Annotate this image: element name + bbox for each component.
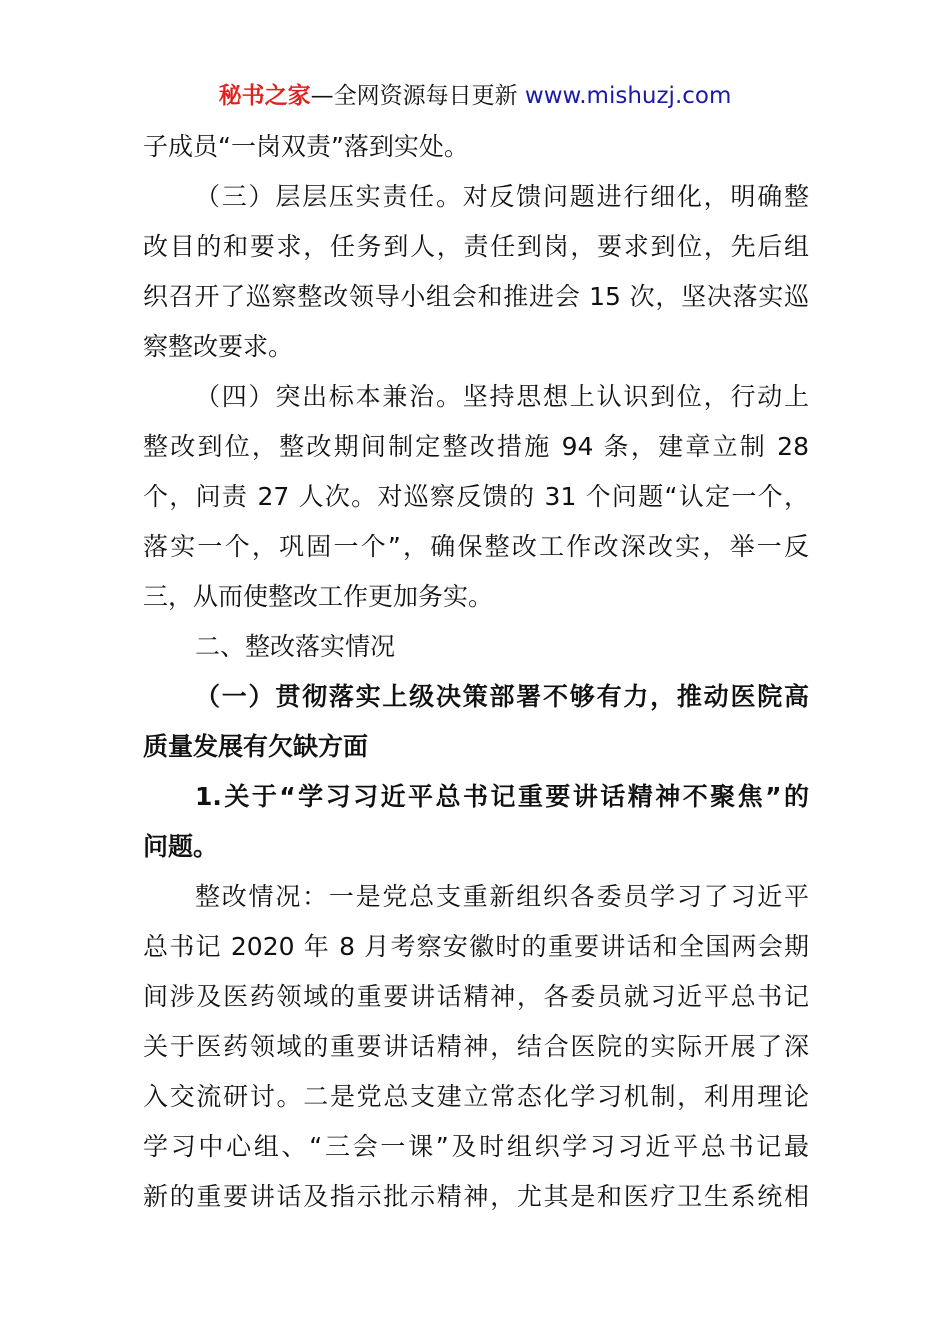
text-line: 间涉及医药领域的重要讲话精神，各委员就习近平总书记 <box>143 982 809 1011</box>
item-heading: 1.关于“学习习近平总书记重要讲话精神不聚焦”的 <box>195 782 809 811</box>
text-line: 改目的和要求，任务到人，责任到岗，要求到位，先后组 <box>143 232 809 261</box>
text-line: 个，问责 27 人次。对巡察反馈的 31 个问题“认定一个， <box>143 482 809 511</box>
subsection-heading: （一）贯彻落实上级决策部署不够有力，推动医院高 <box>195 682 809 711</box>
text-line: 整改情况：一是党总支重新组织各委员学习了习近平 <box>195 882 809 911</box>
brand-name: 秘书之家 <box>218 83 311 109</box>
text-line: 织召开了巡察整改领导小组会和推进会 15 次，坚决落实巡 <box>143 282 809 311</box>
text-line: 总书记 2020 年 8 月考察安徽时的重要讲话和全国两会期 <box>143 932 809 961</box>
text-line: 新的重要讲话及指示批示精神，尤其是和医疗卫生系统相 <box>143 1182 809 1211</box>
text-line: 三，从而使整改工作更加务实。 <box>143 582 494 611</box>
text-line: 入交流研讨。二是党总支建立常态化学习机制，利用理论 <box>143 1082 809 1111</box>
site-url[interactable]: www.mishuzj.com <box>524 83 732 109</box>
section-heading: 二、整改落实情况 <box>195 632 396 661</box>
text-line: （四）突出标本兼治。坚持思想上认识到位，行动上 <box>195 382 809 411</box>
text-line: 学习中心组、“三会一课”及时组织学习习近平总书记最 <box>143 1132 809 1161</box>
header-tagline: —全网资源每日更新 <box>310 83 518 109</box>
text-line: 关于医药领域的重要讲话精神，结合医院的实际开展了深 <box>143 1032 809 1061</box>
text-line: 落实一个，巩固一个”，确保整改工作改深改实，举一反 <box>143 532 809 561</box>
text-line: 察整改要求。 <box>143 332 294 361</box>
item-heading: 问题。 <box>143 832 219 861</box>
page-header <box>0 80 950 112</box>
text-line: （三）层层压实责任。对反馈问题进行细化，明确整 <box>195 182 809 211</box>
subsection-heading: 质量发展有欠缺方面 <box>143 732 369 761</box>
text-line: 子成员“一岗双责”落到实处。 <box>143 132 469 161</box>
document-body <box>143 122 809 1222</box>
text-line: 整改到位，整改期间制定整改措施 94 条，建章立制 28 <box>143 432 809 461</box>
